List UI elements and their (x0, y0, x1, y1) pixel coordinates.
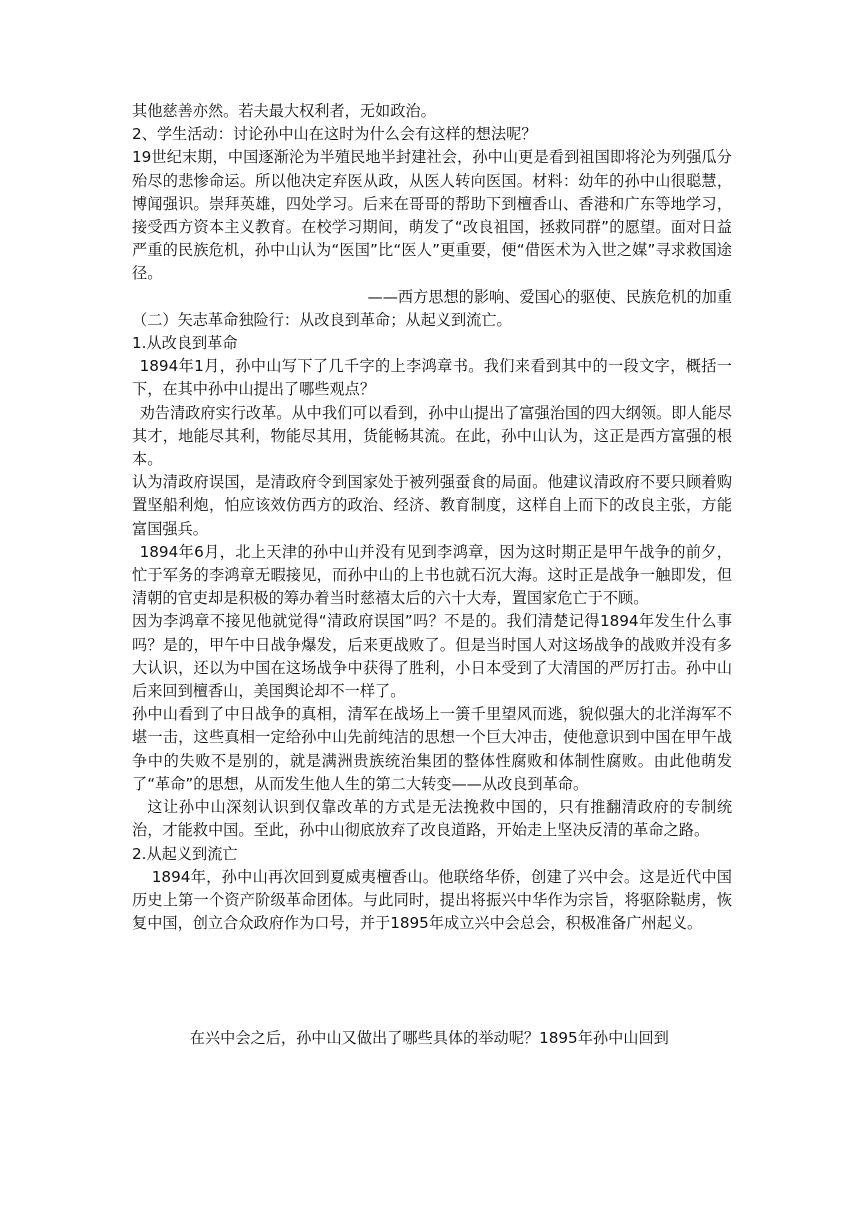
section-heading: （二）矢志革命独险行：从改良到革命；从起义到流亡。 (132, 310, 512, 329)
paragraph: 认为清政府误国，是清政府令到国家处于被列强蚕食的局面。他建议清政府不要只顾着购置坚船利炮，怕应该效仿西方的政治、经济、教育制度，这样自上而下的改良主张，方能富国强兵。 (132, 473, 732, 538)
subsection-heading: 1.从改良到革命 (132, 334, 238, 353)
paragraph: 这让孙中山深刻认识到仅靠改革的方式是无法挽救中国的，只有推翻清政府的专制统治，才能救中国。至此，孙中山彻底放弃了改良道路，开始走上坚决反清的革命之路。 (132, 798, 732, 840)
blank-space (132, 935, 732, 1027)
paragraph: 因为李鸿章不接见他就觉得“清政府误国”吗？不是的。我们清楚记得1894年发生什么事吗？是的，甲午中日战争爆发，后来更战败了。但是当时国人对这场战争的战败并没有多大认识，还以为中国在这场战争中获得了胜利，小日本受到了大清国的严厉打击。孙中山后来回到檀香山，美国舆论却不一样了。 (132, 612, 732, 701)
paragraph: 1894年1月，孙中山写下了几千字的上李鸿章书。我们来看到其中的一段文字，概括一下，在其中孙中山提出了哪些观点？ (132, 357, 732, 399)
paragraph: 2、学生活动：讨论孙中山在这时为什么会有这样的想法呢？ (132, 125, 537, 144)
conclusion-line: ——西方思想的影响、爱国心的驱使、民族危机的加重 (367, 287, 732, 306)
document-body (132, 100, 732, 1051)
paragraph: 1894年，孙中山再次回到夏威夷檀香山。他联络华侨，创建了兴中会。这是近代中国历史上第一个资产阶级革命团体。与此同时，提出将振兴中华作为宗旨，将驱除鞑虏，恢复中国，创立合众政府作为口号，并于1895年成立兴中会总会，积极准备广州起义。 (132, 867, 732, 933)
paragraph: 孙中山看到了中日战争的真相，清军在战场上一箦千里望风而逃，貌似强大的北洋海军不堪一击，这些真相一定给孙中山先前纯洁的思想一个巨大冲击，使他意识到中国在甲午战争中的失败不是别的，就是满洲贵族统治集团的整体性腐败和体制性腐败。由此他萌发了“革命”的思想，从而发生他人生的第二大转变——从改良到革命。 (132, 705, 732, 793)
paragraph: 1894年6月，北上天津的孙中山并没有见到李鸿章，因为这时期正是甲午战争的前夕，忙于军务的李鸿章无暇接见，而孙中山的上书也就石沉大海。这时正是战争一触即发，但清朝的官吏却是积极的筹办着当时慈禧太后的六十大寿，置国家危亡于不顾。 (132, 542, 732, 608)
paragraph: 劝告清政府实行改革。从中我们可以看到，孙中山提出了富强治国的四大纲领。即人能尽其才，地能尽其利，物能尽其用，货能畅其流。在此，孙中山认为，这正是西方富强的根本。 (132, 403, 732, 469)
paragraph: 在兴中会之后，孙中山又做出了哪些具体的举动呢？1895年孙中山回到 (189, 1029, 669, 1048)
paragraph: 其他慈善亦然。若夫最大权利者，无如政治。 (132, 102, 436, 120)
paragraph: 19世纪末期，中国逐渐沦为半殖民地半封建社会，孙中山更是看到祖国即将沦为列强瓜分殆尽的悲惨命运。所以他决定弃医从政，从医人转向医国。材料：幼年的孙中山很聪慧，博闻强识。崇拜英雄，四处学习。后来在哥哥的帮助下到檀香山、香港和广东等地学习，接受西方资本主义教育。在校学习期间，萌发了“改良祖国，拯救同群”的愿望。面对日益严重的民族危机，孙中山认为“医国”比“医人”更重要，便“借医术为入世之媒”寻求救国途径。 (132, 148, 732, 283)
subsection-heading: 2.从起义到流亡 (132, 844, 238, 863)
